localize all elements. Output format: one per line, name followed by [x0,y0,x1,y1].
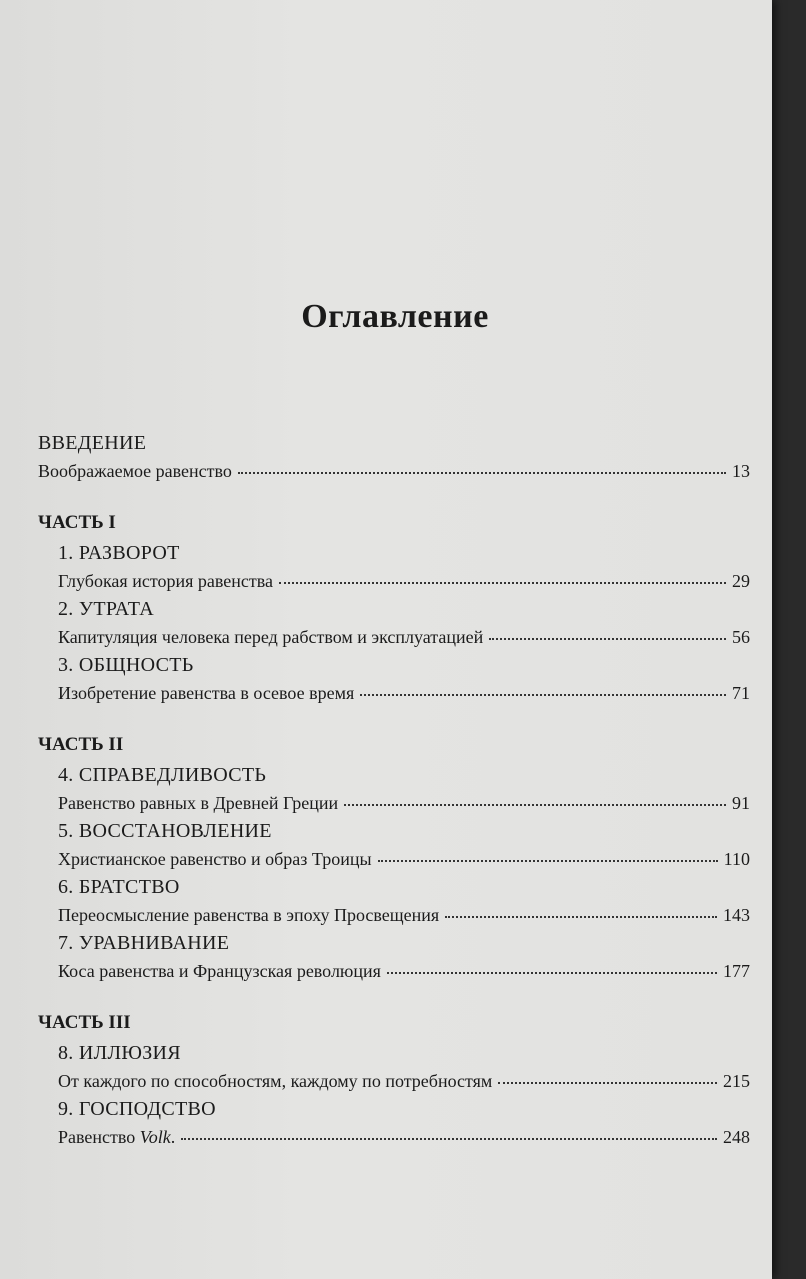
chapter-heading: 2. УТРАТА [58,598,154,620]
intro-heading: ВВЕДЕНИЕ [38,432,147,454]
chapter [38,764,750,814]
entry-title: Изобретение равенства в осевое время [58,683,355,703]
dot-leader [378,856,718,862]
toc-entry[interactable] [58,571,750,592]
table-of-contents [38,432,750,1154]
toc-entry[interactable] [58,627,750,648]
chapter [38,876,750,926]
chapter-heading: 4. СПРАВЕДЛИВОСТЬ [58,764,267,786]
entry-title-end: . [170,1127,176,1147]
dot-leader [181,1134,717,1140]
page-number: 248 [723,1127,750,1147]
intro-section [38,432,750,482]
page-number: 215 [723,1071,750,1091]
chapter [38,820,750,870]
chapter [38,1098,750,1148]
toc-entry[interactable] [58,683,750,704]
dot-leader [445,912,717,918]
entry-title: От каждого по способностям, каждому по потребностям [58,1071,493,1091]
entry-title: Глубокая история равенства [58,571,273,591]
page-number: 143 [723,905,750,925]
dot-leader [238,468,726,474]
dot-leader [489,634,726,640]
part-section [38,734,750,982]
toc-entry[interactable] [58,1071,750,1092]
page-number: 91 [732,793,750,813]
chapter [38,542,750,592]
entry-title-italic: Volk [139,1127,171,1147]
dot-leader [360,690,726,696]
page-number: 56 [732,627,750,647]
chapter [38,598,750,648]
page-title: Оглавление [301,298,489,335]
chapter [38,1042,750,1092]
part-section [38,512,750,704]
part-label: ЧАСТЬ I [38,512,116,533]
chapter [38,932,750,982]
entry-title: Равенство равных в Древней Греции [58,793,339,813]
chapter-heading: 6. БРАТСТВО [58,876,180,898]
entry-title: Переосмысление равенства в эпоху Просвещения [58,905,440,925]
chapter-heading: 7. УРАВНИВАНИЕ [58,932,230,954]
page-number: 110 [723,849,750,869]
entry-title [58,1127,175,1148]
part-label: ЧАСТЬ III [38,1012,131,1033]
toc-entry[interactable] [58,1127,750,1148]
chapter-heading: 8. ИЛЛЮЗИЯ [58,1042,181,1064]
chapter-heading: 1. РАЗВОРОТ [58,542,180,564]
dot-leader [344,800,726,806]
chapter-heading: 3. ОБЩНОСТЬ [58,654,194,676]
dot-leader [279,578,726,584]
dot-leader [387,968,717,974]
entry-title: Христианское равенство и образ Троицы [58,849,372,869]
dot-leader [498,1078,717,1084]
toc-entry[interactable] [38,461,750,482]
toc-entry[interactable] [58,961,750,982]
entry-title-start: Равенство [58,1127,136,1147]
show-through-texture [30,60,770,440]
page-number: 13 [732,461,750,481]
page-number: 177 [723,961,750,981]
chapter [38,654,750,704]
part-section [38,1012,750,1148]
page-number: 29 [732,571,750,591]
entry-title: Воображаемое равенство [38,461,232,481]
chapter-heading: 5. ВОССТАНОВЛЕНИЕ [58,820,272,842]
part-label: ЧАСТЬ II [38,734,124,755]
page-number: 71 [732,683,750,703]
toc-entry[interactable] [58,849,750,870]
entry-title: Коса равенства и Французская революция [58,961,381,981]
toc-entry[interactable] [58,905,750,926]
toc-entry[interactable] [58,793,750,814]
chapter-heading: 9. ГОСПОДСТВО [58,1098,216,1120]
entry-title: Капитуляция человека перед рабством и эксплуатацией [58,627,484,647]
